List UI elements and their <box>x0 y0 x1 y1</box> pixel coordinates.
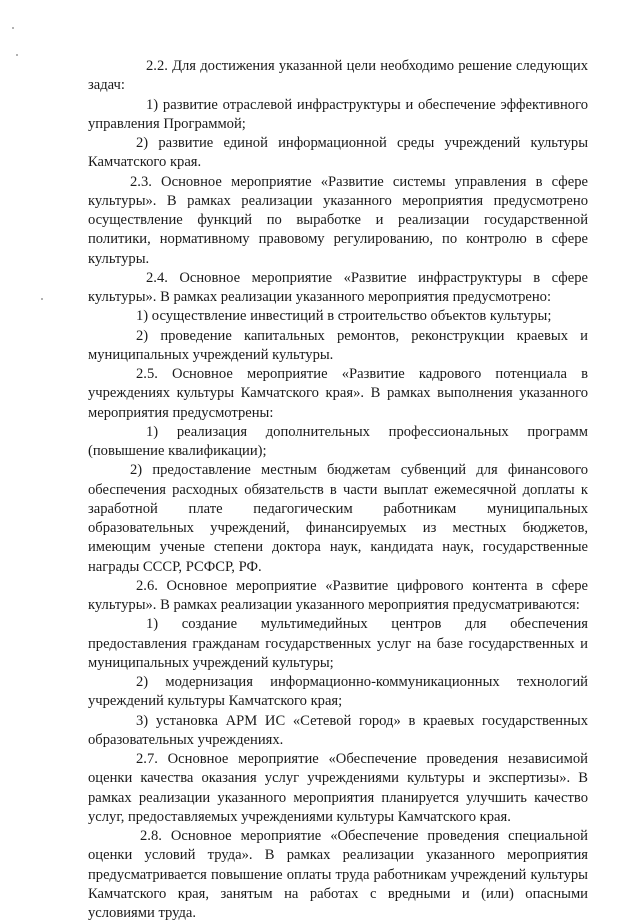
paragraph-2-4: 2.4. Основное мероприятие «Развитие инфраструктуры в сфере культуры». В рамках реализации указанного мероприятия предусмотрено: <box>88 269 588 305</box>
scan-speck <box>12 27 14 29</box>
scan-speck <box>16 54 18 56</box>
paragraph-task-2: 2) развитие единой информационной среды учреждений культуры Камчатского края. <box>88 135 588 171</box>
paragraph-2-4-item-1: 1) осуществление инвестиций в строительство объектов культуры; <box>136 308 552 325</box>
paragraph-2-4-item-2: 2) проведение капитальных ремонтов, реконструкции краевых и муниципальных учреждений культуры. <box>88 327 588 363</box>
paragraph-2-6-item-1: 1) создание мультимедийных центров для обеспечения предоставления гражданам государственных услуг на базе государственных и муниципальных учреждений культуры; <box>88 616 588 671</box>
paragraph-2-6-item-3: 3) установка АРМ ИС «Сетевой город» в краевых государственных образовательных учреждениях. <box>88 712 588 748</box>
paragraph-2-5-item-2: 2) предоставление местным бюджетам субвенций для финансового обеспечения расходных обязательств в части выплат ежемесячной доплаты к заработной плате педагогическим работникам муниципальных образовательных учреждений, финансируемых из местных бюджетов, имеющим ученые степени доктора наук, кандидата наук, государственные награды СССР, РСФСР, РФ. <box>88 462 588 575</box>
paragraph-2-5: 2.5. Основное мероприятие «Развитие кадрового потенциала в учреждениях культуры Камчатского края». В рамках выполнения указанного мероприятия предусмотрены: <box>88 366 588 421</box>
paragraph-2-5-item-1: 1) реализация дополнительных профессиональных программ (повышение квалификации); <box>88 423 588 459</box>
document-body <box>88 57 588 923</box>
scan-speck <box>41 298 43 300</box>
paragraph-task-1: 1) развитие отраслевой инфраструктуры и обеспечение эффективного управления Программой; <box>88 96 588 132</box>
paragraph-2-3: 2.3. Основное мероприятие «Развитие системы управления в сфере культуры». В рамках реализации указанного мероприятия предусмотрено осуществление функций по выработке и реализации государственной политики, нормативному правовому регулированию, по контролю в сфере культуры. <box>88 173 588 267</box>
paragraph-2-8: 2.8. Основное мероприятие «Обеспечение проведения специальной оценки условий труда». В рамках реализации указанного мероприятия предусматривается повышение оплаты труда работникам учреждений культуры Камчатского края, занятым на работах с вредными и (или) опасными условиями труда. <box>88 828 588 921</box>
paragraph-2-6: 2.6. Основное мероприятие «Развитие цифрового контента в сфере культуры». В рамках реализации указанного мероприятия предусматриваются: <box>88 577 588 613</box>
paragraph-2-6-item-2: 2) модернизация информационно-коммуникационных технологий учреждений культуры Камчатского края; <box>88 674 588 710</box>
paragraph-2-2: 2.2. Для достижения указанной цели необходимо решение следующих задач: <box>88 58 588 94</box>
paragraph-2-7: 2.7. Основное мероприятие «Обеспечение проведения независимой оценки качества оказания услуг учреждениями культуры и экспертизы». В рамках реализации указанного мероприятия планируется улучшить качество услуг, предоставляемых учреждениями культуры Камчатского края. <box>88 751 588 825</box>
